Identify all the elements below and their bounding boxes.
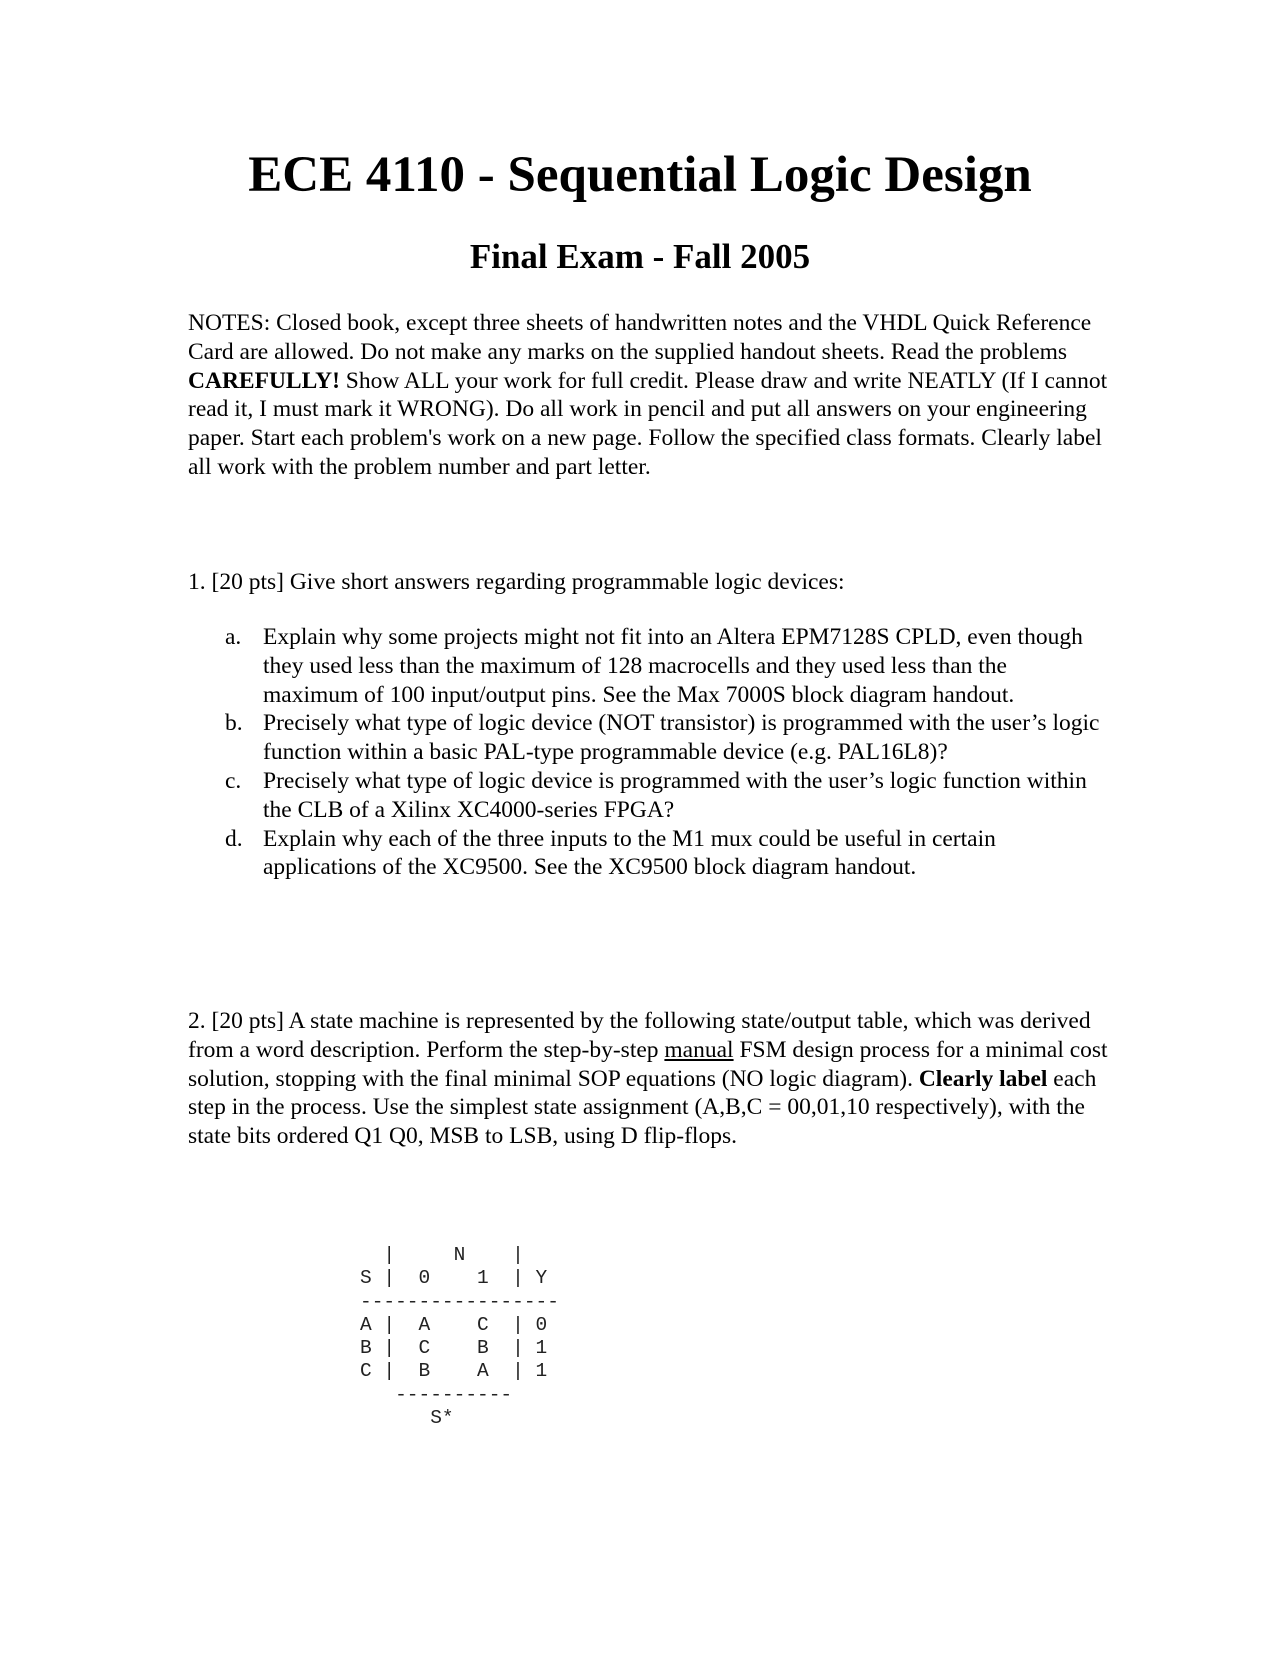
state-output-table (360, 1244, 559, 1430)
table-line: S* (360, 1407, 454, 1430)
notes-text-end: Show ALL your work for full credit. Please draw and write NEATLY (If I cannot read it, I must mark it WRONG). Do all work in pencil and put all answers on your engineering paper. Start each problem's work on a new page. Follow the specified class formats. Clearly label all work with the problem number and part letter. (188, 367, 1108, 480)
problem-2-text-part-2: FSM design process for a minimal cost solution, stopping with the final minimal SOP equations (NO logic diagram). (188, 1036, 1108, 1092)
problem-2-text (188, 1007, 1108, 1151)
part-text: Precisely what type of logic device (NOT transistor) is programmed with the user’s logic function within a basic PAL-type programmable device (e.g. PAL16L8)? (263, 710, 1100, 766)
part-text: Explain why some projects might not fit into an Altera EPM7128S CPLD, even though they used less than the maximum of 128 macrocells and they used less than the maximum of 100 input/output pins. See the Max 7000S block diagram handout. (263, 624, 1083, 708)
part-text: Explain why each of the three inputs to the M1 mux could be useful in certain applications of the XC9500. See the XC9500 block diagram handout. (263, 825, 996, 881)
problem-2-bold: Clearly label (918, 1065, 1048, 1092)
problem-2-text-part-3: each step in the process. Use the simplest state assignment (A,B,C = 00,01,10 respectively), with the state bits ordered Q1 Q0, MSB to LSB, using D flip-flops. (188, 1065, 1097, 1150)
part-letter: d. (225, 825, 243, 852)
problem-2-text-part-1: 2. [20 pts] A state machine is represented by the following state/output table, which was derived from a word description. Perform the step-by-step (188, 1008, 1091, 1063)
problem-1-part-d (188, 825, 1108, 883)
exam-title: ECE 4110 - Sequential Logic Design (248, 147, 1032, 203)
table-line: ----------------- (360, 1290, 559, 1313)
table-line: B | C B | 1 (360, 1337, 548, 1360)
exam-notes (188, 309, 1108, 482)
problem-1-part-c (188, 767, 1108, 825)
problem-1-heading: 1. [20 pts] Give short answers regarding programmable logic devices: (188, 569, 845, 595)
problem-1-part-b (188, 709, 1108, 767)
problem-2-underlined: manual (664, 1036, 734, 1063)
notes-text-start: NOTES: Closed book, except three sheets of handwritten notes and the VHDL Quick Reference Card are allowed. Do not make any marks on the supplied handout sheets. Read the problems (188, 310, 1092, 365)
part-letter: a. (225, 624, 242, 650)
problem-1-parts (188, 623, 1108, 882)
table-line: C | B A | 1 (360, 1360, 548, 1383)
part-letter: c. (225, 767, 242, 794)
table-line: S | 0 1 | Y (360, 1267, 548, 1290)
exam-subtitle: Final Exam - Fall 2005 (469, 237, 811, 276)
table-line: | N | (360, 1244, 524, 1266)
part-text: Precisely what type of logic device is programmed with the user’s logic function within the CLB of a Xilinx XC4000-series FPGA? (263, 767, 1087, 823)
part-letter: b. (225, 710, 243, 737)
table-line: A | A C | 0 (360, 1313, 548, 1336)
problem-1-part-a (188, 623, 1108, 709)
table-line: ---------- (360, 1383, 513, 1406)
notes-emphasis: CAREFULLY! (188, 367, 340, 394)
